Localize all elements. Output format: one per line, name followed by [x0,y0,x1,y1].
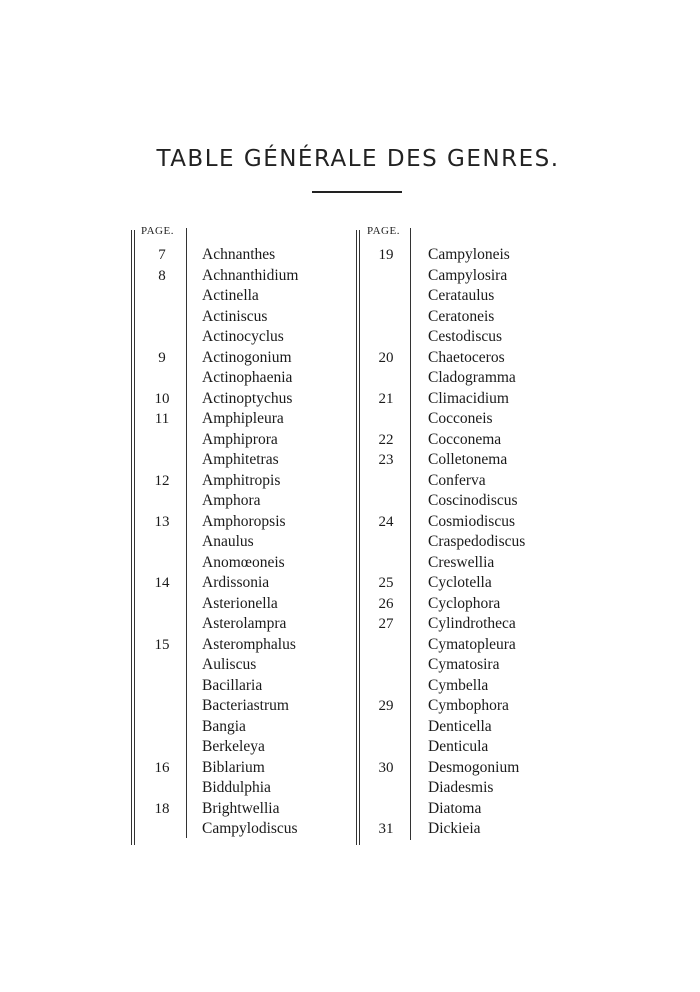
page-number: 12 [154,472,170,489]
genus-name: Desmogonium [428,758,520,776]
genus-name: Actinoptychus [202,389,293,407]
right-page-divider [410,228,411,840]
genus-name: Cosmiodiscus [428,512,515,530]
page-title: TABLE GÉNÉRALE DES GENRES. [156,146,560,172]
page-number: 22 [378,431,394,448]
genus-name: Cocconeis [428,410,493,428]
genus-name: Anomœoneis [202,553,285,571]
title-underline [312,191,402,193]
genus-name: Diadesmis [428,779,494,797]
page-number: 23 [378,452,394,469]
genus-name: Amphoropsis [202,512,286,530]
left-outer-rule [131,230,132,845]
page-number: 7 [158,247,166,263]
genus-name: Cymatosira [428,656,500,674]
genus-name: Amphora [202,492,261,510]
genus-name: Bacillaria [202,676,263,694]
page-number: 31 [378,821,394,838]
genus-name: Amphitetras [202,451,279,469]
genus-name: Bacteriastrum [202,697,289,715]
genus-name: Actiniscus [202,307,268,325]
page-number: 15 [154,636,170,653]
genus-name: Actinogonium [202,348,292,366]
page-number: 16 [154,759,170,776]
right-outer-rule-inner [359,230,360,845]
page-number: 30 [378,759,394,776]
genus-name: Achnanthidium [202,266,299,284]
genus-name: Bangia [202,717,246,735]
page-number: 9 [158,349,166,366]
genus-name: Actinophaenia [202,369,293,387]
genus-name: Achnanthes [202,246,276,263]
genus-name: Cerataulus [428,287,495,305]
page-number: 25 [378,575,394,592]
genus-name: Cylindrotheca [428,615,516,633]
genus-name: Ardissonia [202,574,270,592]
genus-name: Amphitropis [202,471,281,489]
page-number: 24 [378,513,394,530]
page-number: 11 [154,411,170,428]
genus-name: Creswellia [428,553,495,571]
page-number: 21 [378,390,394,407]
genus-name: Cocconema [428,430,502,448]
genus-name: Denticula [428,738,489,756]
genus-name: Actinella [202,287,259,305]
page-number: 26 [378,595,394,612]
page-number: 8 [158,267,166,284]
genus-name: Asterolampra [202,615,287,633]
genus-name: Campylodiscus [202,820,298,838]
left-outer-rule-inner [134,230,135,845]
genus-name: Amphiprora [202,430,278,448]
genus-name: Colletonema [428,451,508,469]
genus-name: Climacidium [428,389,509,407]
left-page-header: PAGE. [141,225,174,237]
page-number: 27 [378,616,394,633]
genus-name: Amphipleura [202,410,284,428]
genus-name: Asterionella [202,594,278,612]
page-number: 20 [378,349,394,366]
page-number: 13 [154,513,170,530]
genus-name: Campylosira [428,266,508,284]
genus-name: Cyclotella [428,574,492,592]
right-page-header: PAGE. [367,225,400,237]
genus-name: Chaetoceros [428,348,505,366]
genus-name: Berkeleya [202,738,265,756]
genus-name: Asteromphalus [202,635,296,653]
genus-name: Biblarium [202,758,265,776]
genus-name: Diatoma [428,799,482,817]
left-page-divider [186,228,187,838]
genus-name: Conferva [428,471,486,489]
page-number: 10 [154,390,170,407]
genus-name: Dickieia [428,820,481,838]
genus-name: Denticella [428,717,492,735]
genus-name: Cymbophora [428,697,509,715]
genus-name: Craspedodiscus [428,533,526,551]
genus-name: Coscinodiscus [428,492,518,510]
right-outer-rule [356,230,357,845]
genus-name: Cymbella [428,676,489,694]
genus-name: Brightwellia [202,799,280,817]
genus-name: Cestodiscus [428,328,503,346]
genus-name: Cladogramma [428,369,516,387]
genus-name: Ceratoneis [428,307,495,325]
genus-name: Cymatopleura [428,635,516,653]
genus-name: Biddulphia [202,779,271,797]
genus-name: Anaulus [202,533,254,551]
genus-name: Actinocyclus [202,328,284,346]
genus-name: Auliscus [202,656,257,674]
page-number: 19 [378,247,394,263]
page-number: 18 [154,800,170,817]
page-number: 14 [154,575,170,592]
page-number: 29 [378,698,394,715]
genus-name: Campyloneis [428,246,510,263]
genus-name: Cyclophora [428,594,501,612]
